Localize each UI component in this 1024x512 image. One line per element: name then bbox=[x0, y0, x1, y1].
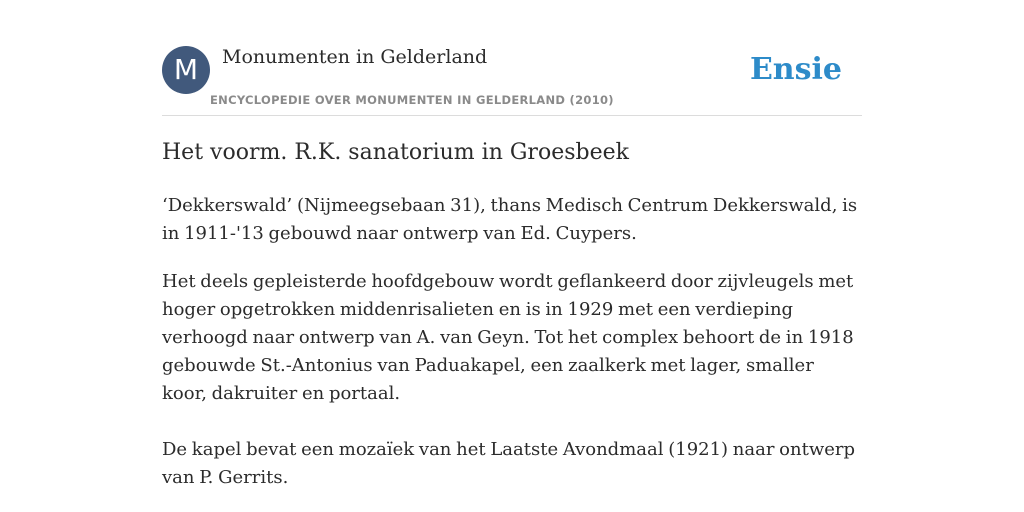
article-paragraph: De kapel bevat een mozaïek van het Laatste Avondmaal (1921) naar ontwerp van P. Gerrits. bbox=[162, 439, 856, 488]
ensie-logo[interactable]: Ensie bbox=[749, 52, 842, 87]
source-subtitle: ENCYCLOPEDIE OVER MONUMENTEN IN GELDERLAND (2010) bbox=[210, 93, 614, 107]
article-title: Het voorm. R.K. sanatorium in Groesbeek bbox=[162, 140, 629, 165]
article-paragraph: ‘Dekkerswald’ (Nijmeegsebaan 31), thans Medisch Centrum Dekkerswald, is in 1911-'13 gebouwd naar ontwerp van Ed. Cuypers. bbox=[162, 195, 858, 244]
article-paragraph: Het deels gepleisterde hoofdgebouw wordt geflankeerd door zijvleugels met hoger opgetrokken middenrisalieten en is in 1929 met een verdieping verhoogd naar ontwerp van A. van Geyn. Tot het complex behoort de in 1918 gebouwde St.-Antonius van Paduakapel, een zaalkerk met lager, smaller koor, dakruiter en portaal. bbox=[162, 271, 854, 404]
article-content bbox=[162, 192, 862, 512]
source-avatar[interactable]: M bbox=[162, 46, 210, 94]
source-header bbox=[162, 46, 862, 116]
source-title-link[interactable]: Monumenten in Gelderland bbox=[222, 46, 488, 68]
